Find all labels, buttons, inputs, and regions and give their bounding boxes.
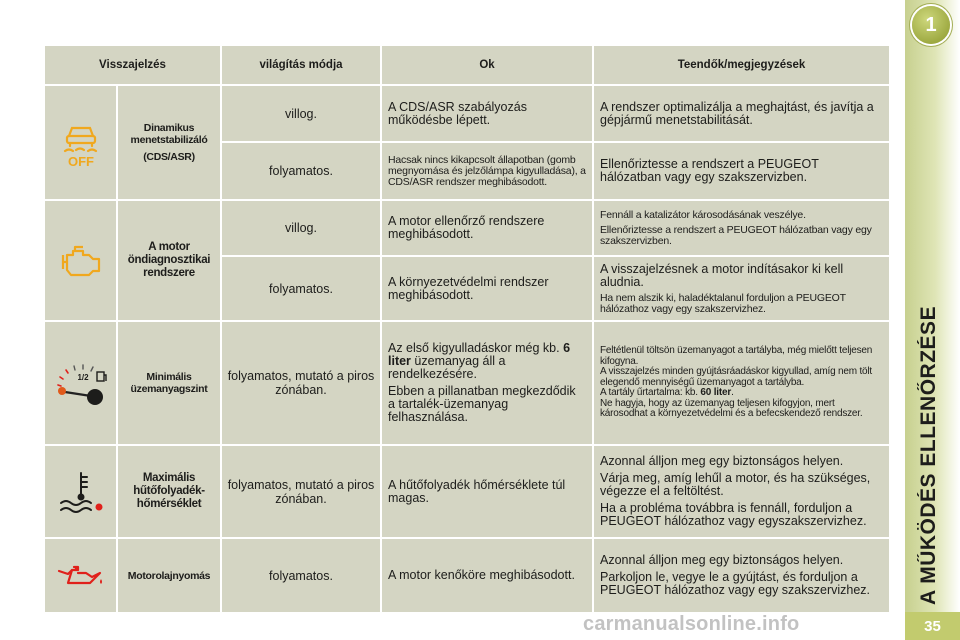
cause-p2: Ebben a pillanatban megkezdődik a tartalék-üzemanyag felhasználása.	[388, 384, 576, 424]
indicator-icon-cell	[44, 85, 117, 200]
chapter-title: A MŰKÖDÉS ELLENŐRZÉSE	[917, 305, 940, 605]
table-row	[44, 538, 890, 613]
oil-pressure-icon	[56, 561, 106, 591]
cause: A motor ellenőrző rendszere meghibásodott.	[381, 200, 593, 256]
indicator-name: Minimális üzemanyagszint	[117, 321, 221, 445]
table-row	[44, 85, 890, 142]
cause-p1: Az első kigyulladáskor még kb. 6 liter üzemanyag áll a rendelkezésére.	[388, 341, 571, 381]
note: Ellenőriztesse a rendszert a PEUGEOT hálózatban vagy egy szakszervizben.	[600, 157, 819, 184]
table-row	[44, 445, 890, 538]
lighting-mode: folyamatos.	[221, 538, 381, 613]
header-cause: Ok	[381, 45, 593, 85]
notes	[593, 256, 890, 321]
warning-lights-table	[43, 44, 891, 614]
note: Feltétlenül töltsön üzemanyagot a tartályba, még mielőtt teljesen kifogyna.	[600, 345, 873, 367]
indicator-name	[117, 85, 221, 200]
lighting-mode: folyamatos, mutató a piros zónában.	[221, 445, 381, 538]
cause: A motor kenőköre meghibásodott.	[381, 538, 593, 613]
notes	[593, 445, 890, 538]
cause	[381, 321, 593, 445]
fuel-gauge-icon	[53, 358, 109, 408]
notes	[593, 200, 890, 256]
page-number: 35	[905, 612, 960, 640]
note: Azonnal álljon meg egy biztonságos helyen.	[600, 454, 844, 468]
indicator-name-line2: (CDS/ASR)	[143, 151, 195, 163]
esp-off-icon	[60, 118, 102, 168]
indicator-icon-cell	[44, 538, 117, 613]
tank-capacity-value: 60 liter	[700, 387, 732, 399]
header-mode: világítás módja	[221, 45, 381, 85]
indicator-name: A motor öndiagnosztikai rendszere	[117, 200, 221, 321]
table-row	[44, 321, 890, 445]
lighting-mode: villog.	[221, 200, 381, 256]
note: Ha a probléma továbbra is fennáll, forduljon a PEUGEOT hálózathoz vagy egyszakszervizhez.	[600, 501, 867, 528]
note: Ellenőriztesse a rendszert a PEUGEOT hálózatban vagy egy szakszervizben.	[600, 223, 872, 247]
chapter-number-badge: 1	[912, 6, 950, 44]
cause: A CDS/ASR szabályozás működésbe lépett.	[381, 85, 593, 142]
note: Ne hagyja, hogy az üzemanyag teljesen kifogyjon, mert károsodhat a környezetvédelmi és a befecskendező rendszer.	[600, 397, 863, 420]
lighting-mode: folyamatos.	[221, 256, 381, 321]
notes	[593, 142, 890, 200]
lighting-mode: folyamatos, mutató a piros zónában.	[221, 321, 381, 445]
indicator-name-line1: Dinamikus menetstabilizáló	[130, 122, 208, 146]
note: Azonnal álljon meg egy biztonságos helyen.	[600, 553, 844, 567]
gauge-label: 1/2	[76, 373, 89, 382]
cause: Hacsak nincs kikapcsolt állapotban (gomb megnyomása és jelzőlámpa kigyulladása), a CDS/ASR rendszer meghibásodott.	[381, 142, 593, 200]
table-row	[44, 200, 890, 256]
indicator-icon-cell	[44, 321, 117, 445]
indicator-icon-cell	[44, 445, 117, 538]
watermark: carmanualsonline.info	[583, 613, 800, 635]
coolant-temperature-icon	[57, 469, 105, 515]
notes	[593, 538, 890, 613]
cause: A környezetvédelmi rendszer meghibásodott.	[381, 256, 593, 321]
cause: A hűtőfolyadék hőmérséklete túl magas.	[381, 445, 593, 538]
notes	[593, 321, 890, 445]
svg-text:OFF: OFF	[67, 153, 94, 168]
header-notes: Teendők/megjegyzések	[593, 45, 890, 85]
lighting-mode: villog.	[221, 85, 381, 142]
note: A visszajelzés minden gyújtásráadáskor kigyullad, amíg nem tölt elegendő mennyiségű üzemanyagot a tartályba.	[600, 366, 872, 388]
note: Fennáll a katalizátor károsodásának veszélye.	[600, 208, 806, 221]
indicator-name: Maximális hűtőfolyadék-hőmérséklet	[117, 445, 221, 538]
fuel-reserve-value: 6 liter	[388, 341, 571, 368]
header-indicator: Visszajelzés	[44, 45, 221, 85]
indicator-name: Motorolajnyomás	[117, 538, 221, 613]
indicator-icon-cell	[44, 200, 117, 321]
note: A tartály űrtartalma: kb. 60 liter.	[600, 387, 734, 399]
lighting-mode: folyamatos.	[221, 142, 381, 200]
note: Várja meg, amíg lehűl a motor, és ha szükséges, végezze el a feltöltést.	[600, 471, 871, 498]
note: A rendszer optimalizálja a meghajtást, és javítja a gépjármű menetstabilitását.	[600, 99, 874, 127]
note: Parkoljon le, vegye le a gyújtást, és forduljon a PEUGEOT hálózathoz vagy egy szakszervizhez.	[600, 570, 871, 597]
engine-check-icon	[59, 243, 103, 279]
notes	[593, 85, 890, 142]
note: Ha nem alszik ki, haladéktalanul forduljon a PEUGEOT hálózathoz vagy egy szakszervizhez.	[600, 291, 846, 315]
note: A visszajelzésnek a motor indításakor ki kell aludnia.	[600, 261, 844, 289]
table-header-row	[44, 45, 890, 85]
